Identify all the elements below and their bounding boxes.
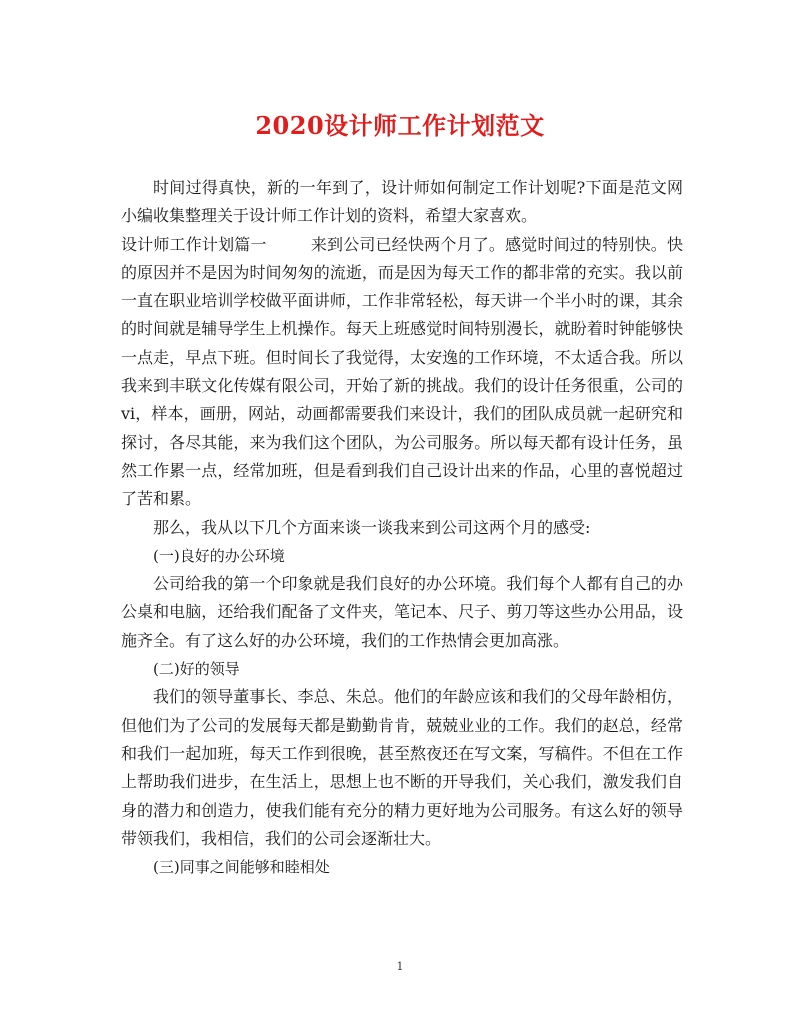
article-body: 来到公司已经快两个月了。感觉时间过的特别快。快的原因并不是因为时间匆匆的流逝，而是因为每天工作的都非常的充实。我以前一直在职业培训学校做平面讲师，工作非常轻松，每天讲一个半小时的课，其余的时间就是辅导学生上机操作。每天上班感觉时间特别漫长，就盼着时钟能够快一点走，早点下班。但时间长了我觉得，太安逸的工作环境，不太适合我。所以我来到丰联文化传媒有限公司，开始了新的挑战。我们的设计任务很重，公司的vi，样本，画册，网站，动画都需要我们来设计，我们的团队成员就一起研究和探讨，各尽其能，来为我们这个团队，为公司服务。所以每天都有设计任务，虽然工作累一点，经常加班，但是看到我们自己设计出来的作品，心里的喜悦超过了苦和累。 xyxy=(121,234,683,509)
intro-paragraph: 时间过得真快，新的一年到了，设计师如何制定工作计划呢?下面是范文网小编收集整理关于设计师工作计划的资料，希望大家喜欢。 xyxy=(121,178,683,226)
document-title: 2020设计师工作计划范文 xyxy=(255,111,545,140)
section-body-2: 我们的领导董事长、李总、朱总。他们的年龄应该和我们的父母年龄相仿，但他们为了公司的发展每天都是勤勤肯肯，兢兢业业的工作。我们的赵总，经常和我们一起加班，每天工作到很晚，甚至熬夜还在写文案，写稿件。不但在工作上帮助我们进步，在生活上，思想上也不断的开导我们，关心我们，激发我们自身的潜力和创造力，使我们能有充分的精力更好地为公司服务。有这么好的领导带领我们，我相信，我们的公司会逐渐壮大。 xyxy=(121,687,683,848)
page-number: 1 xyxy=(396,960,404,973)
section-body-1: 公司给我的第一个印象就是我们良好的办公环境。我们每个人都有自己的办公桌和电脑，还给我们配备了文件夹，笔记本、尺子、剪刀等这些办公用品，设施齐全。有了这么好的办公环境，我们的工作热情会更加高涨。 xyxy=(121,574,683,650)
section-heading-3: (三)同事之间能够和睦相处 xyxy=(153,858,330,877)
document-body xyxy=(121,174,683,881)
article-paragraph xyxy=(121,231,683,514)
lead-in-paragraph: 那么，我从以下几个方面来谈一谈我来到公司这两个月的感受: xyxy=(153,517,591,537)
section-heading-1: (一)良好的办公环境 xyxy=(153,546,285,565)
section-heading-2: (二)好的领导 xyxy=(153,660,240,679)
article-label: 设计师工作计划篇一 xyxy=(121,234,267,254)
